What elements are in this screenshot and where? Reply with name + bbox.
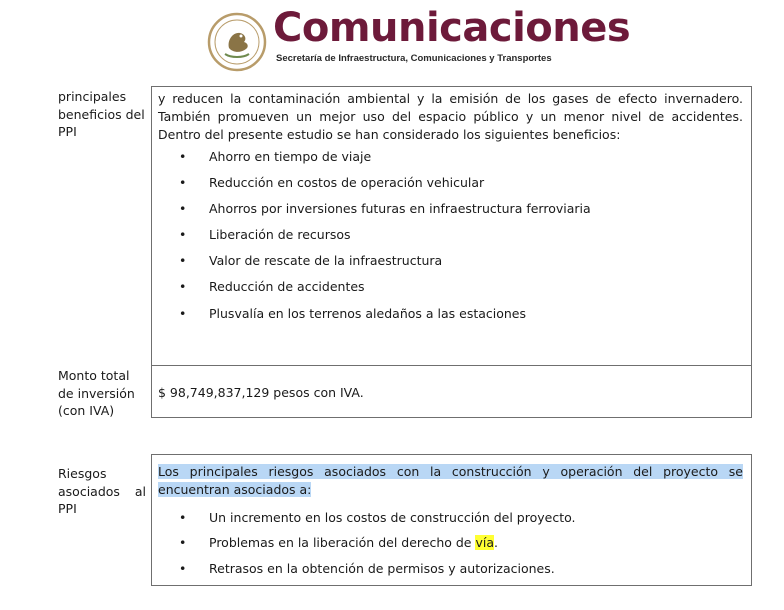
- list-item: • Reducción de accidentes: [209, 279, 591, 306]
- investment-value: $ 98,749,837,129 pesos con IVA.: [158, 385, 364, 400]
- list-item-punctuation: .: [494, 535, 498, 550]
- risks-list: [209, 510, 576, 587]
- investment-label: [58, 367, 146, 420]
- document-header: [0, 0, 784, 76]
- benefits-label-line: PPI: [58, 124, 77, 139]
- list-item: • Ahorros por inversiones futuras en infraestructura ferroviaria: [209, 201, 591, 227]
- brand-subtitle: Secretaría de Infraestructura, Comunicaciones y Transportes: [276, 53, 552, 64]
- risks-label-line: Riesgos: [58, 466, 107, 481]
- risks-label-word: asociados: [58, 483, 120, 499]
- list-item: • Plusvalía en los terrenos aledaños a las estaciones: [209, 306, 591, 332]
- risks-intro: [152, 455, 751, 499]
- investment-label-line: Monto total: [58, 368, 130, 383]
- coat-of-arms-seal-icon: [207, 12, 267, 72]
- risks-box: [151, 454, 752, 586]
- benefits-label-line: beneficios del: [58, 106, 145, 122]
- benefits-label-line: principales: [58, 89, 127, 104]
- list-item: • Reducción en costos de operación vehicular: [209, 175, 591, 201]
- highlighted-word: vía: [475, 535, 494, 550]
- risks-label-line: PPI: [58, 501, 77, 516]
- list-item: • Un incremento en los costos de construcción del proyecto.: [209, 510, 576, 535]
- list-item: • Valor de rescate de la infraestructura: [209, 253, 591, 279]
- benefits-box: [151, 86, 752, 366]
- list-item: • Ahorro en tiempo de viaje: [209, 149, 591, 175]
- risks-label: [58, 465, 146, 518]
- list-item: • Retrasos en la obtención de permisos y autorizaciones.: [209, 561, 576, 587]
- brand-title: Comunicaciones: [273, 5, 631, 51]
- investment-label-line: de inversión: [58, 385, 135, 401]
- benefits-intro: y reducen la contaminación ambiental y la emisión de los gases de efecto invernadero. También promueven un mejor uso del espacio público y un menor nivel de accidentes. Dentro del presente estudio se han considerado los siguientes beneficios:: [158, 91, 743, 142]
- investment-label-line: (con IVA): [58, 403, 115, 418]
- list-item: • Liberación de recursos: [209, 227, 591, 253]
- risks-label-line: [58, 483, 146, 501]
- investment-box: [151, 365, 752, 418]
- risks-intro-highlighted: Los principales riesgos asociados con la construcción y operación del proyecto se encuentran asociados a:: [158, 464, 743, 497]
- list-item-text: Problemas en la liberación del derecho de: [209, 535, 476, 550]
- benefits-list: [209, 149, 591, 332]
- list-item: [209, 535, 576, 561]
- benefits-label: [58, 88, 146, 141]
- risks-label-word: al: [134, 483, 146, 499]
